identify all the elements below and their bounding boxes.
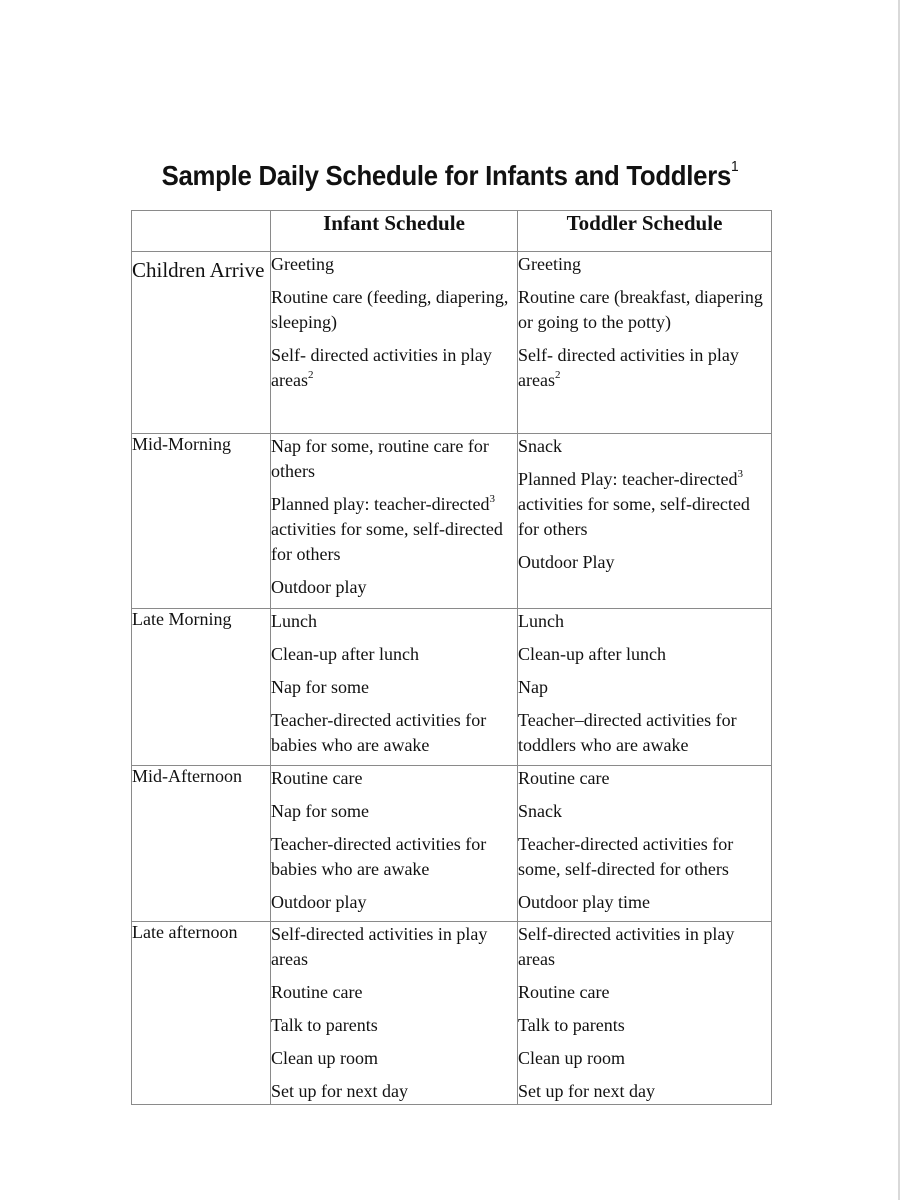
toddler-activities — [518, 252, 772, 434]
activity-text: Self- directed activities in play areas — [518, 345, 739, 390]
activity-text-after: activities for some, self-directed for others — [271, 519, 503, 564]
toddler-activities — [518, 766, 772, 922]
header-infant-schedule: Infant Schedule — [271, 211, 518, 252]
activity-item: Routine care — [518, 982, 610, 1002]
table-row — [132, 434, 772, 609]
activity-item: Nap for some — [271, 677, 369, 697]
toddler-activities — [518, 434, 772, 609]
activity-item: Lunch — [271, 611, 317, 631]
activity-item: Teacher-directed activities for babies who are awake — [271, 710, 487, 755]
activity-item: Routine care (breakfast, diapering or going to the potty) — [518, 287, 763, 332]
activity-item: Outdoor Play — [518, 552, 615, 572]
activity-text-after: activities for some, self-directed for others — [518, 494, 750, 539]
infant-activities — [271, 252, 518, 434]
activity-item: Talk to parents — [518, 1015, 625, 1035]
activity-item: Snack — [518, 436, 562, 456]
header-time-column — [132, 211, 271, 252]
footnote-marker: 2 — [307, 369, 314, 381]
header-toddler-schedule: Toddler Schedule — [518, 211, 772, 252]
activity-item — [518, 467, 771, 542]
activity-item: Clean-up after lunch — [271, 644, 419, 664]
footnote-marker: 3 — [489, 493, 496, 505]
activity-item: Outdoor play — [271, 577, 367, 597]
activity-item — [271, 492, 517, 567]
toddler-activities — [518, 609, 772, 766]
activity-item: Set up for next day — [518, 1081, 655, 1101]
table-row — [132, 766, 772, 922]
activity-item: Clean-up after lunch — [518, 644, 666, 664]
activity-item: Set up for next day — [271, 1081, 408, 1101]
table-row — [132, 609, 772, 766]
time-of-day: Late Morning — [132, 609, 271, 766]
infant-activities — [271, 766, 518, 922]
activity-item: Lunch — [518, 611, 564, 631]
footnote-marker: 2 — [554, 369, 561, 381]
activity-item: Routine care (feeding, diapering, sleeping) — [271, 287, 509, 332]
activity-item: Clean up room — [271, 1048, 378, 1068]
infant-activities — [271, 922, 518, 1105]
activity-item: Self-directed activities in play areas — [518, 924, 735, 969]
schedule-table — [131, 210, 772, 1105]
activity-item: Teacher–directed activities for toddlers who are awake — [518, 710, 737, 755]
time-of-day: Late afternoon — [132, 922, 271, 1105]
title-footnote-marker: 1 — [731, 158, 739, 175]
activity-item: Snack — [518, 801, 562, 821]
activity-item: Nap for some, routine care for others — [271, 436, 489, 481]
activity-item: Outdoor play — [271, 892, 367, 912]
table-row — [132, 922, 772, 1105]
activity-item: Routine care — [271, 768, 363, 788]
activity-text-before: Planned play: teacher-directed — [271, 494, 490, 514]
title-text: Sample Daily Schedule for Infants and Toddlers — [161, 160, 732, 191]
activity-item: Greeting — [518, 254, 581, 274]
activity-item — [518, 343, 771, 393]
activity-item: Clean up room — [518, 1048, 625, 1068]
activity-text-before: Planned Play: teacher-directed — [518, 469, 738, 489]
activity-item: Teacher-directed activities for babies who are awake — [271, 834, 487, 879]
activity-item — [271, 343, 517, 393]
table-header-row — [132, 211, 772, 252]
activity-text: Self- directed activities in play areas — [271, 345, 492, 390]
activity-item: Routine care — [518, 768, 610, 788]
page-title — [36, 158, 864, 192]
time-of-day: Mid-Morning — [132, 434, 271, 609]
time-of-day: Children Arrive — [132, 252, 271, 434]
toddler-activities — [518, 922, 772, 1105]
activity-item: Outdoor play time — [518, 892, 650, 912]
activity-item: Routine care — [271, 982, 363, 1002]
activity-item: Greeting — [271, 254, 334, 274]
infant-activities — [271, 609, 518, 766]
table-row — [132, 252, 772, 434]
activity-item: Self-directed activities in play areas — [271, 924, 488, 969]
infant-activities — [271, 434, 518, 609]
activity-item: Nap — [518, 677, 548, 697]
time-of-day: Mid-Afternoon — [132, 766, 271, 922]
footnote-marker: 3 — [737, 468, 744, 480]
schedule-body — [132, 252, 772, 1105]
activity-item: Nap for some — [271, 801, 369, 821]
activity-item: Talk to parents — [271, 1015, 378, 1035]
activity-item: Teacher-directed activities for some, self-directed for others — [518, 834, 734, 879]
